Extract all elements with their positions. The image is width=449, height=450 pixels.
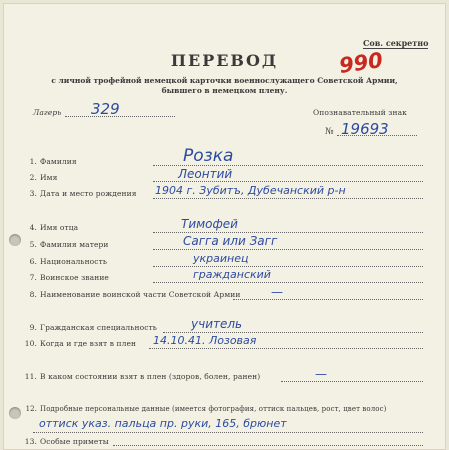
field-10-line (149, 348, 423, 349)
field-7-label: 7. Воинское звание (29, 273, 109, 282)
field-1-label: 1. Фамилия (29, 157, 77, 166)
classification-label: Сов. секретно (363, 38, 429, 48)
field-5-label: 5. Фамилия матери (29, 240, 109, 249)
field-5-line (153, 249, 423, 250)
field-10-label: 10. Когда и где взят в плен (24, 339, 137, 348)
field-9-label: 9. Гражданская специальность (29, 323, 157, 332)
camp-line (65, 116, 175, 117)
field-6-line (153, 266, 423, 267)
stamp-number: 990 (337, 48, 385, 78)
field-8-value: — (271, 285, 283, 299)
punch-hole-bottom (9, 407, 21, 419)
field-7-value: гражданский (193, 268, 271, 281)
field-11-value: — (315, 367, 327, 381)
field-2-value: Леонтий (178, 167, 233, 181)
camp-value: 329 (91, 100, 120, 118)
field-11-label: 11. В каком состоянии взят в плен (здоров, болен, ранен) (24, 372, 261, 381)
document-title: ПЕРЕВОД (170, 51, 279, 70)
field-6-label: 6. Национальность (29, 257, 108, 266)
tag-prefix: № (325, 127, 334, 137)
field-8-label: 8. Наименование воинской части Советской Армии (29, 290, 241, 299)
tag-label: Опознавательный знак (313, 108, 407, 117)
field-1-value: Розка (183, 146, 234, 166)
field-4-value: Тимофей (181, 217, 238, 231)
camp-label: Лагерь (33, 108, 62, 117)
field-12-line (33, 432, 423, 433)
field-3-label: 3. Дата и место рождения (29, 189, 137, 198)
field-4-label: 4. Имя отца (29, 223, 79, 232)
field-3-value: 1904 г. Зубитъ, Дубечанский р-н (155, 184, 346, 197)
field-12-label: 12. Подробные персональные данные (имеется фотография, оттиск пальцев, рост, цвет волос) (25, 405, 387, 413)
field-2-line (153, 181, 423, 182)
field-5-value: Сагга или Загг (183, 234, 278, 248)
tag-value: 19693 (341, 120, 389, 138)
punch-hole-top (9, 234, 21, 246)
field-13-label: 13. Особые приметы (24, 437, 109, 446)
field-6-value: украинец (193, 252, 249, 265)
field-9-line (163, 332, 423, 333)
field-2-label: 2. Имя (29, 173, 58, 182)
field-12-value: оттиск указ. пальца пр. руки, 165, брюнет (39, 417, 287, 430)
field-13-line (113, 445, 423, 446)
field-7-line (153, 282, 423, 283)
subtitle-line-1: с личной трофейной немецкой карточки военнослужащего Советской Армии, (51, 76, 398, 85)
field-8-line (233, 299, 423, 300)
field-10-value: 14.10.41. Лозовая (153, 334, 257, 347)
field-3-line (153, 198, 423, 199)
document-sheet (3, 3, 446, 450)
field-11-line (281, 381, 423, 382)
subtitle-line-2: бывшего в немецком плену. (161, 86, 288, 95)
field-9-value: учитель (191, 317, 243, 331)
field-4-line (153, 232, 423, 233)
